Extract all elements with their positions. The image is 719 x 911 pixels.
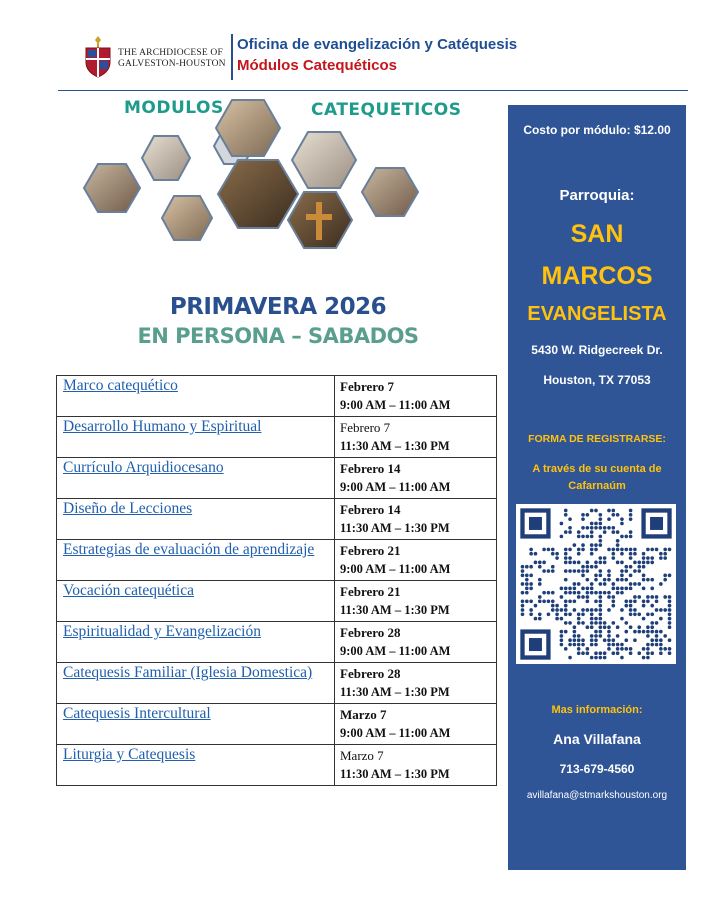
module-name-cell (57, 745, 335, 786)
module-link[interactable]: Espiritualidad y Evangelización (63, 623, 261, 640)
module-date-cell (335, 499, 497, 540)
table-row (57, 458, 497, 499)
registration-qr-code[interactable] (516, 504, 676, 664)
hex-photo-children (84, 164, 140, 212)
module-date: Marzo 7 (340, 707, 387, 722)
module-date: Febrero 14 (340, 502, 401, 517)
register-label: FORMA DE REGISTRARSE: (528, 433, 666, 445)
module-date: Febrero 14 (340, 461, 401, 476)
parish-name-line2: MARCOS (541, 262, 653, 290)
module-time: 9:00 AM – 11:00 AM (340, 480, 451, 494)
table-row (57, 581, 497, 622)
archdiocese-logo (82, 34, 232, 84)
module-link[interactable]: Currículo Arquidiocesano (63, 459, 224, 476)
module-time: 9:00 AM – 11:00 AM (340, 726, 451, 740)
banner-word-catequeticos: CATEQUETICOS (311, 100, 462, 120)
module-link[interactable]: Marco catequético (63, 377, 178, 394)
table-row (57, 540, 497, 581)
module-link[interactable]: Diseño de Lecciones (63, 500, 193, 517)
module-date: Febrero 21 (340, 543, 401, 558)
module-name-cell (57, 581, 335, 622)
module-name-cell (57, 622, 335, 663)
module-link[interactable]: Liturgia y Catequesis (63, 746, 196, 763)
module-time: 11:30 AM – 1:30 PM (340, 439, 450, 453)
info-sidebar (508, 105, 686, 870)
header-rule (58, 90, 688, 91)
module-date-cell (335, 622, 497, 663)
org-name-line1: THE ARCHDIOCESE OF (118, 48, 223, 58)
header-divider (231, 34, 233, 80)
module-time: 11:30 AM – 1:30 PM (340, 521, 450, 535)
parish-name-line1: SAN (570, 220, 624, 248)
module-link[interactable]: Catequesis Intercultural (63, 705, 211, 722)
module-date-cell (335, 458, 497, 499)
module-time: 11:30 AM – 1:30 PM (340, 685, 450, 699)
parish-name-line3: EVANGELISTA (527, 303, 667, 325)
module-time: 9:00 AM – 11:00 AM (340, 562, 451, 576)
module-link[interactable]: Desarrollo Humano y Espiritual (63, 418, 262, 435)
table-row (57, 745, 497, 786)
table-row (57, 622, 497, 663)
module-time: 9:00 AM – 11:00 AM (340, 398, 451, 412)
office-subtitle: Módulos Catequéticos (237, 57, 398, 74)
register-instructions: A través de su cuenta de Cafarnaúm (532, 463, 662, 492)
contact-phone[interactable]: 713-679-4560 (559, 762, 635, 776)
module-link[interactable]: Estrategias de evaluación de aprendizaje (63, 541, 315, 558)
module-name-cell (57, 540, 335, 581)
contact-email[interactable]: avillafana@stmarkshouston.org (526, 790, 668, 801)
module-name-cell (57, 704, 335, 745)
crest-icon (82, 34, 114, 78)
cost-per-module: Costo por módulo: $12.00 (523, 123, 671, 137)
table-row (57, 417, 497, 458)
module-date-cell (335, 745, 497, 786)
module-date-cell (335, 663, 497, 704)
module-name-cell (57, 458, 335, 499)
table-row (57, 499, 497, 540)
photo-collage (82, 98, 462, 258)
module-date-cell (335, 417, 497, 458)
module-name-cell (57, 376, 335, 417)
module-link[interactable]: Vocación catequética (63, 582, 194, 599)
parish-label: Parroquia: (559, 187, 635, 204)
module-date: Febrero 7 (340, 420, 391, 435)
mode-heading: EN PERSONA – SABADOS (137, 324, 419, 348)
table-row (57, 663, 497, 704)
banner-word-modulos: MODULOS (124, 98, 224, 118)
org-name-line2: GALVESTON-HOUSTON (118, 59, 226, 69)
module-date-cell (335, 581, 497, 622)
module-name-cell (57, 663, 335, 704)
hex-photo-communion (142, 136, 190, 180)
module-date: Febrero 21 (340, 584, 401, 599)
module-date: Marzo 7 (340, 748, 384, 763)
module-name-cell (57, 417, 335, 458)
more-info-label: Mas información: (551, 704, 643, 716)
table-row (57, 376, 497, 417)
module-time: 9:00 AM – 11:00 AM (340, 644, 451, 658)
module-time: 11:30 AM – 1:30 PM (340, 603, 450, 617)
module-link[interactable]: Catequesis Familiar (Iglesia Domestica) (63, 664, 313, 681)
module-date-cell (335, 376, 497, 417)
module-name-cell (57, 499, 335, 540)
module-date: Febrero 7 (340, 379, 395, 394)
hex-photo-reading (292, 132, 356, 188)
hex-photo-celebration (218, 160, 298, 228)
address-street: 5430 W. Ridgecreek Dr. (531, 343, 663, 357)
module-date: Febrero 28 (340, 625, 401, 640)
module-schedule-table (56, 375, 497, 786)
office-title: Oficina de evangelización y Catéquesis (237, 36, 518, 53)
season-heading: PRIMAVERA 2026 (169, 294, 387, 320)
address-city: Houston, TX 77053 (543, 373, 651, 387)
module-date-cell (335, 540, 497, 581)
table-row (57, 704, 497, 745)
module-date-cell (335, 704, 497, 745)
contact-name: Ana Villafana (553, 731, 641, 747)
hex-photo-mass (162, 196, 212, 240)
hex-photo-group (362, 168, 418, 216)
module-date: Febrero 28 (340, 666, 401, 681)
module-time: 11:30 AM – 1:30 PM (340, 767, 450, 781)
